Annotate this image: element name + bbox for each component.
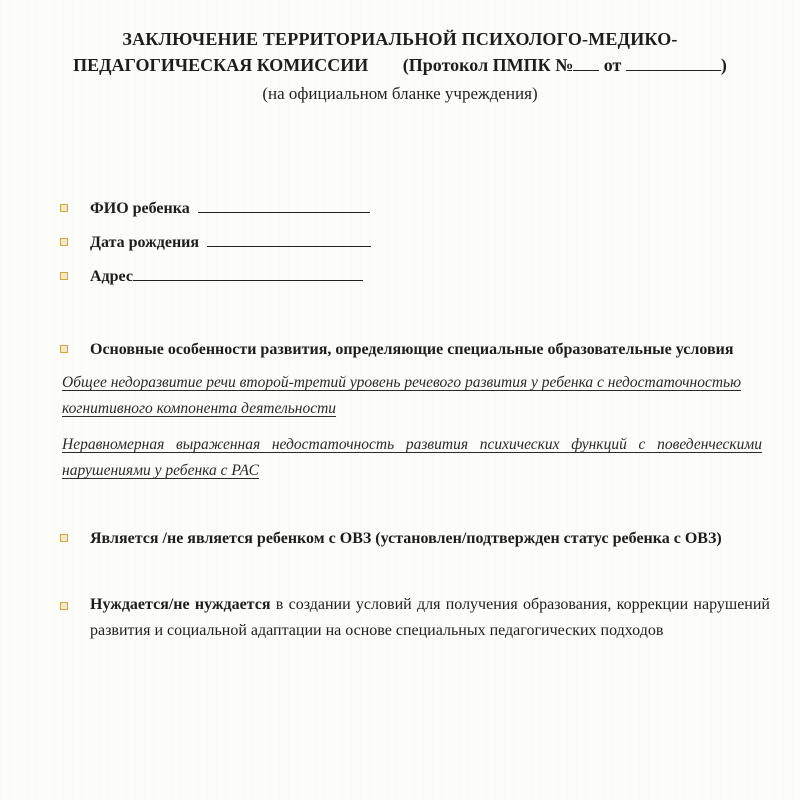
features-heading: Основные особенности развития, определяющие специальные образовательные условия [90,341,734,358]
need-rest-text: в создании условий для получения образования, коррекции нарушений развития и социальной адаптации на основе специальных педагогических подходов [90,596,770,639]
disability-status [60,522,780,556]
address-blank [133,262,363,281]
field-child-name [60,192,780,226]
need-item [60,592,770,644]
bullet-icon [60,238,68,246]
conditions-need [60,592,770,644]
status-text: Является /не является ребенком с ОВЗ (установлен/подтвержден статус ребенка с ОВЗ) [90,530,722,547]
field-address [60,260,780,294]
status-item [60,522,780,556]
field-label: Адрес [90,268,133,285]
feature-note-2: Неравномерная выраженная недостаточность развития психических функций с поведенческими нарушениями у ребенка с РАС [62,436,762,479]
protocol-date-label: от [603,55,622,75]
features-heading-item [60,333,760,367]
bullet-icon [60,534,68,542]
feature-note-1: Общее недоразвитие речи второй-третий уровень речевого развития у ребенка с недостаточностью когнитивного компонента деятельности [62,374,742,417]
protocol-reference [403,55,727,75]
protocol-number-blank [573,52,599,71]
bullet-icon [60,204,68,212]
title-line-2 [0,52,800,78]
bullet-icon [60,272,68,280]
document-header [0,26,800,106]
need-bold-text: Нуждается/не нуждается [90,596,271,613]
bullet-icon [60,345,68,353]
subtitle: (на официальном бланке учреждения) [262,84,538,103]
protocol-date-blank [626,52,721,71]
protocol-close: ) [720,55,727,75]
field-label: ФИО ребенка [90,200,190,217]
bullet-icon [60,602,68,610]
development-features [60,333,760,367]
field-birth-date [60,226,780,260]
birth-date-blank [207,228,371,247]
title-line-1: ЗАКЛЮЧЕНИЕ ТЕРРИТОРИАЛЬНОЙ ПСИХОЛОГО-МЕДИКО- [122,29,678,49]
field-label: Дата рождения [90,234,200,251]
commission-title: ПЕДАГОГИЧЕСКАЯ КОМИССИИ [73,55,369,75]
protocol-number-label: (Протокол ПМПК № [402,55,574,75]
child-info-list [60,192,780,294]
child-name-blank [198,194,370,213]
